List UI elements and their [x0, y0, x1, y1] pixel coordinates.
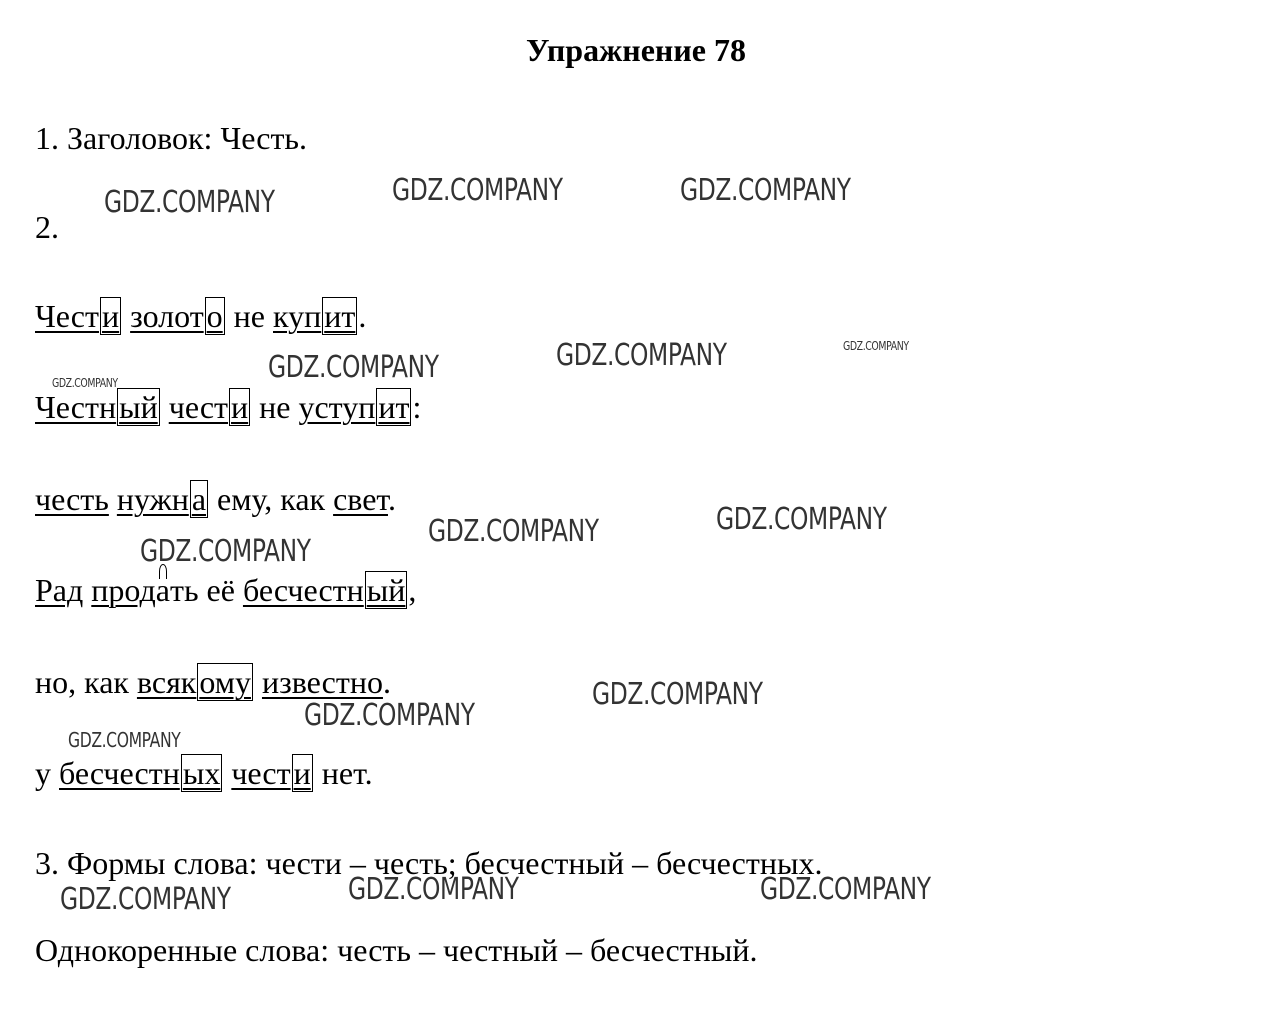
ending-box: и — [293, 755, 311, 791]
word-beschestnyi: бесчестный — [242, 572, 406, 608]
word-nuzhna: нужна — [116, 481, 207, 517]
watermark: GDZ.COMPANY — [60, 882, 231, 917]
item-2-label: 2. — [35, 209, 59, 245]
poem-line-4: Рад продать её бесчестный, — [35, 572, 417, 608]
item-1-heading: 1. Заголовок: Честь. — [35, 120, 308, 156]
watermark: GDZ.COMPANY — [140, 534, 311, 569]
word-beschestnykh: бесчестных — [59, 755, 221, 791]
ending-box: ых — [182, 755, 221, 791]
poem-line-1: Чести золото не купит. — [35, 298, 367, 334]
item-3-word-forms: 3. Формы слова: чести – честь; бесчестный – бесчестных. — [35, 845, 823, 881]
word-svet: свет — [333, 481, 388, 517]
word-rad: Рад — [35, 572, 84, 608]
page-title: Упражнение 78 — [525, 32, 746, 68]
watermark: GDZ.COMPANY — [843, 339, 909, 353]
ending-box: ый — [119, 389, 158, 425]
ending-box: ому — [199, 664, 251, 700]
item-4-cognates: Однокоренные слова: честь – честный – бесчестный. — [35, 932, 758, 968]
word-prodat: прода — [91, 572, 170, 608]
word-vsyakomu: всякому — [136, 664, 251, 700]
watermark: GDZ.COMPANY — [348, 872, 519, 907]
word-chest: честь — [35, 481, 109, 517]
word-zoloto: золото — [130, 298, 223, 334]
word-chesti: чести — [231, 755, 311, 791]
word-ustupit: уступит — [298, 389, 410, 425]
watermark: GDZ.COMPANY — [104, 185, 275, 220]
root-arc: а — [155, 572, 170, 608]
ending-box: а — [191, 481, 207, 517]
ending-box: ый — [366, 572, 406, 608]
ending-box: ит — [324, 298, 356, 334]
watermark: GDZ.COMPANY — [392, 173, 563, 208]
word-chestnyi: Честный — [35, 389, 158, 425]
watermark: GDZ.COMPANY — [556, 338, 727, 373]
watermark: GDZ.COMPANY — [68, 728, 181, 752]
watermark: GDZ.COMPANY — [428, 514, 599, 549]
poem-line-3: честь нужна ему, как свет. — [35, 481, 396, 517]
poem-line-5: но, как всякому известно. — [35, 664, 391, 700]
word-chesti: чести — [168, 389, 249, 425]
poem-line-6: у бесчестных чести нет. — [35, 755, 373, 791]
word-izvestno: известно — [261, 664, 383, 700]
ending-box: и — [231, 389, 249, 425]
word-chesti: Чести — [35, 298, 120, 334]
ending-box: и — [101, 298, 120, 334]
word-kupit: купит — [273, 298, 356, 334]
watermark: GDZ.COMPANY — [52, 376, 118, 390]
ending-box: ит — [378, 389, 410, 425]
watermark: GDZ.COMPANY — [268, 350, 439, 385]
ending-box: о — [206, 298, 223, 334]
watermark: GDZ.COMPANY — [592, 677, 763, 712]
watermark: GDZ.COMPANY — [760, 872, 931, 907]
watermark: GDZ.COMPANY — [716, 502, 887, 537]
poem-line-2: Честный чести не уступит: — [35, 389, 422, 425]
watermark: GDZ.COMPANY — [304, 698, 475, 733]
watermark: GDZ.COMPANY — [680, 173, 851, 208]
